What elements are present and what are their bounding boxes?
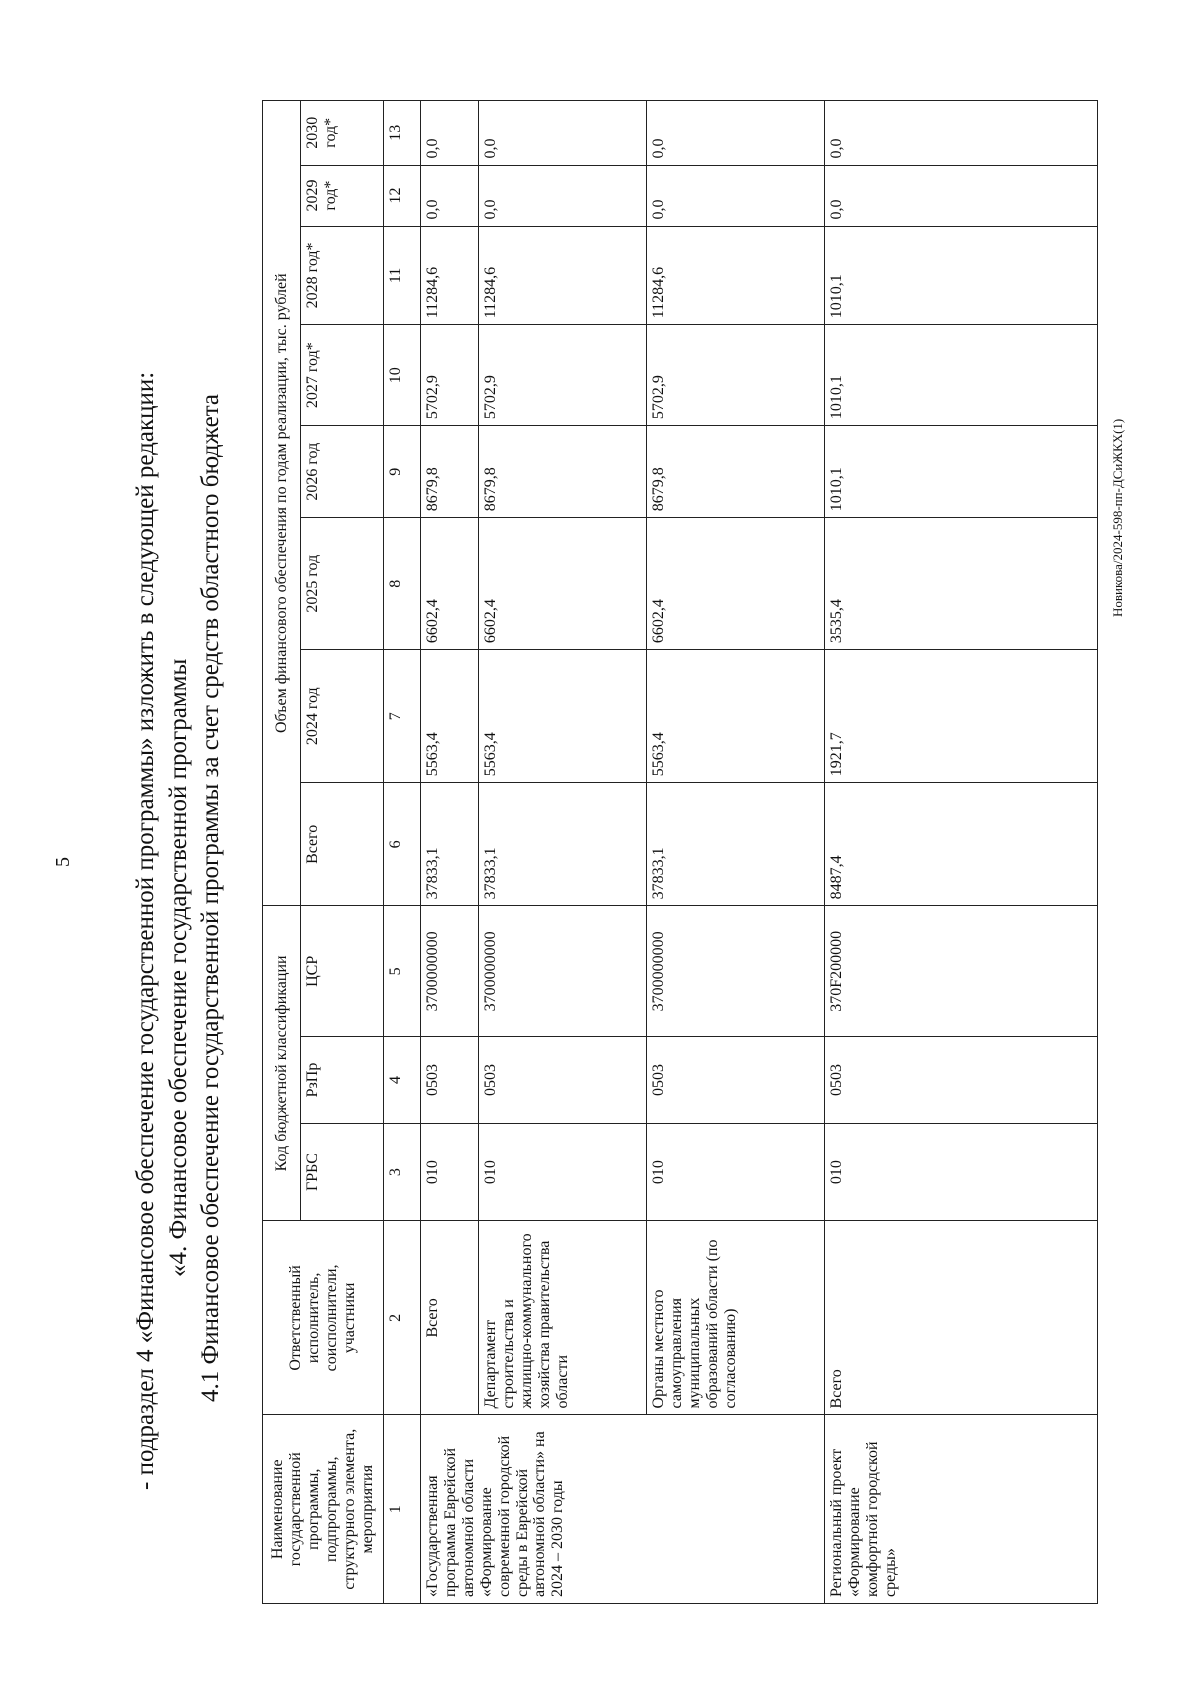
col-number: 12 bbox=[384, 165, 421, 226]
row-2026: 8679,8 bbox=[647, 426, 825, 518]
row-2029: 0,0 bbox=[479, 165, 647, 226]
section-title: «4. Финансовое обеспечение государственной программы bbox=[165, 658, 192, 1277]
col-number: 1 bbox=[384, 1415, 421, 1604]
row-executor: Департамент строительства и жилищно-коммунального хозяйства правительства области bbox=[479, 1221, 647, 1415]
financing-table bbox=[262, 100, 1098, 1604]
project-2026: 1010,1 bbox=[825, 426, 1098, 518]
program-name: «Государственная программа Еврейской автономной области «Формирование современной городской среды в Еврейской автономной области» на 2024 – 2030 годы bbox=[421, 1415, 825, 1604]
col-number: 11 bbox=[384, 226, 421, 325]
header-name: Наименование государственной программы, подпрограммы, структурного элемента, мероприятия bbox=[263, 1415, 384, 1604]
row-csr: 3700000000 bbox=[421, 906, 479, 1037]
project-rzpr: 0503 bbox=[825, 1037, 1098, 1124]
row-2030: 0,0 bbox=[647, 101, 825, 166]
project-2029: 0,0 bbox=[825, 165, 1098, 226]
row-2024: 5563,4 bbox=[647, 650, 825, 783]
footer-doc-code: Новикова/2024-598-пп-ДСиЖКХ(1) bbox=[1110, 418, 1125, 617]
project-2024: 1921,7 bbox=[825, 650, 1098, 783]
project-grbs: 010 bbox=[825, 1123, 1098, 1221]
project-executor: Всего bbox=[825, 1221, 1098, 1415]
col-number: 7 bbox=[384, 650, 421, 783]
header-executor: Ответственный исполнитель, соисполнители, участники bbox=[263, 1221, 384, 1415]
row-2024: 5563,4 bbox=[421, 650, 479, 783]
row-2030: 0,0 bbox=[479, 101, 647, 166]
project-csr: 370F200000 bbox=[825, 906, 1098, 1037]
row-grbs: 010 bbox=[479, 1123, 647, 1221]
header-2025: 2025 год bbox=[301, 518, 384, 650]
header-budget-code: Код бюджетной классификации bbox=[263, 906, 301, 1221]
project-total: 8487,4 bbox=[825, 783, 1098, 906]
row-2024: 5563,4 bbox=[479, 650, 647, 783]
row-rzpr: 0503 bbox=[479, 1037, 647, 1124]
col-number: 3 bbox=[384, 1123, 421, 1221]
project-2025: 3535,4 bbox=[825, 518, 1098, 650]
row-executor: Всего bbox=[421, 1221, 479, 1415]
row-2027: 5702,9 bbox=[647, 325, 825, 426]
row-grbs: 010 bbox=[647, 1123, 825, 1221]
col-number: 13 bbox=[384, 101, 421, 166]
col-number: 4 bbox=[384, 1037, 421, 1124]
row-2028: 11284,6 bbox=[421, 226, 479, 325]
row-rzpr: 0503 bbox=[647, 1037, 825, 1124]
header-2028: 2028 год* bbox=[301, 226, 384, 325]
row-total: 37833,1 bbox=[479, 783, 647, 906]
row-2029: 0,0 bbox=[421, 165, 479, 226]
header-csr: ЦСР bbox=[301, 906, 384, 1037]
col-number: 8 bbox=[384, 518, 421, 650]
row-2028: 11284,6 bbox=[647, 226, 825, 325]
header-grbs: ГРБС bbox=[301, 1123, 384, 1221]
project-name: Региональный проект «Формирование комфортной городской среды» bbox=[825, 1415, 1098, 1604]
row-2025: 6602,4 bbox=[647, 518, 825, 650]
col-number: 5 bbox=[384, 906, 421, 1037]
row-2029: 0,0 bbox=[647, 165, 825, 226]
row-csr: 3700000000 bbox=[647, 906, 825, 1037]
col-number: 10 bbox=[384, 325, 421, 426]
row-2025: 6602,4 bbox=[479, 518, 647, 650]
header-2027: 2027 год* bbox=[301, 325, 384, 426]
row-2027: 5702,9 bbox=[421, 325, 479, 426]
row-2026: 8679,8 bbox=[421, 426, 479, 518]
header-rzpr: РзПр bbox=[301, 1037, 384, 1124]
row-executor: Органы местного самоуправления муниципальных образований области (по согласованию) bbox=[647, 1221, 825, 1415]
header-2024: 2024 год bbox=[301, 650, 384, 783]
col-number: 6 bbox=[384, 783, 421, 906]
row-2025: 6602,4 bbox=[421, 518, 479, 650]
row-2028: 11284,6 bbox=[479, 226, 647, 325]
project-2028: 1010,1 bbox=[825, 226, 1098, 325]
col-number: 9 bbox=[384, 426, 421, 518]
intro-text: - подраздел 4 «Финансовое обеспечение государственной программы» изложить в следующей редакции: bbox=[132, 371, 159, 1490]
subsection-title: 4.1 Финансовое обеспечение государственной программы за счет средств областного бюджета bbox=[197, 393, 224, 1402]
row-2027: 5702,9 bbox=[479, 325, 647, 426]
header-2026: 2026 год bbox=[301, 426, 384, 518]
row-grbs: 010 bbox=[421, 1123, 479, 1221]
project-2030: 0,0 bbox=[825, 101, 1098, 166]
row-2026: 8679,8 bbox=[479, 426, 647, 518]
project-2027: 1010,1 bbox=[825, 325, 1098, 426]
row-total: 37833,1 bbox=[421, 783, 479, 906]
row-rzpr: 0503 bbox=[421, 1037, 479, 1124]
header-total: Всего bbox=[301, 783, 384, 906]
row-total: 37833,1 bbox=[647, 783, 825, 906]
row-csr: 3700000000 bbox=[479, 906, 647, 1037]
header-funding: Объем финансового обеспечения по годам реализации, тыс. рублей bbox=[263, 101, 301, 906]
page-number: 5 bbox=[52, 857, 74, 867]
header-2029: 2029 год* bbox=[301, 165, 384, 226]
row-2030: 0,0 bbox=[421, 101, 479, 166]
header-2030: 2030 год* bbox=[301, 101, 384, 166]
col-number: 2 bbox=[384, 1221, 421, 1415]
